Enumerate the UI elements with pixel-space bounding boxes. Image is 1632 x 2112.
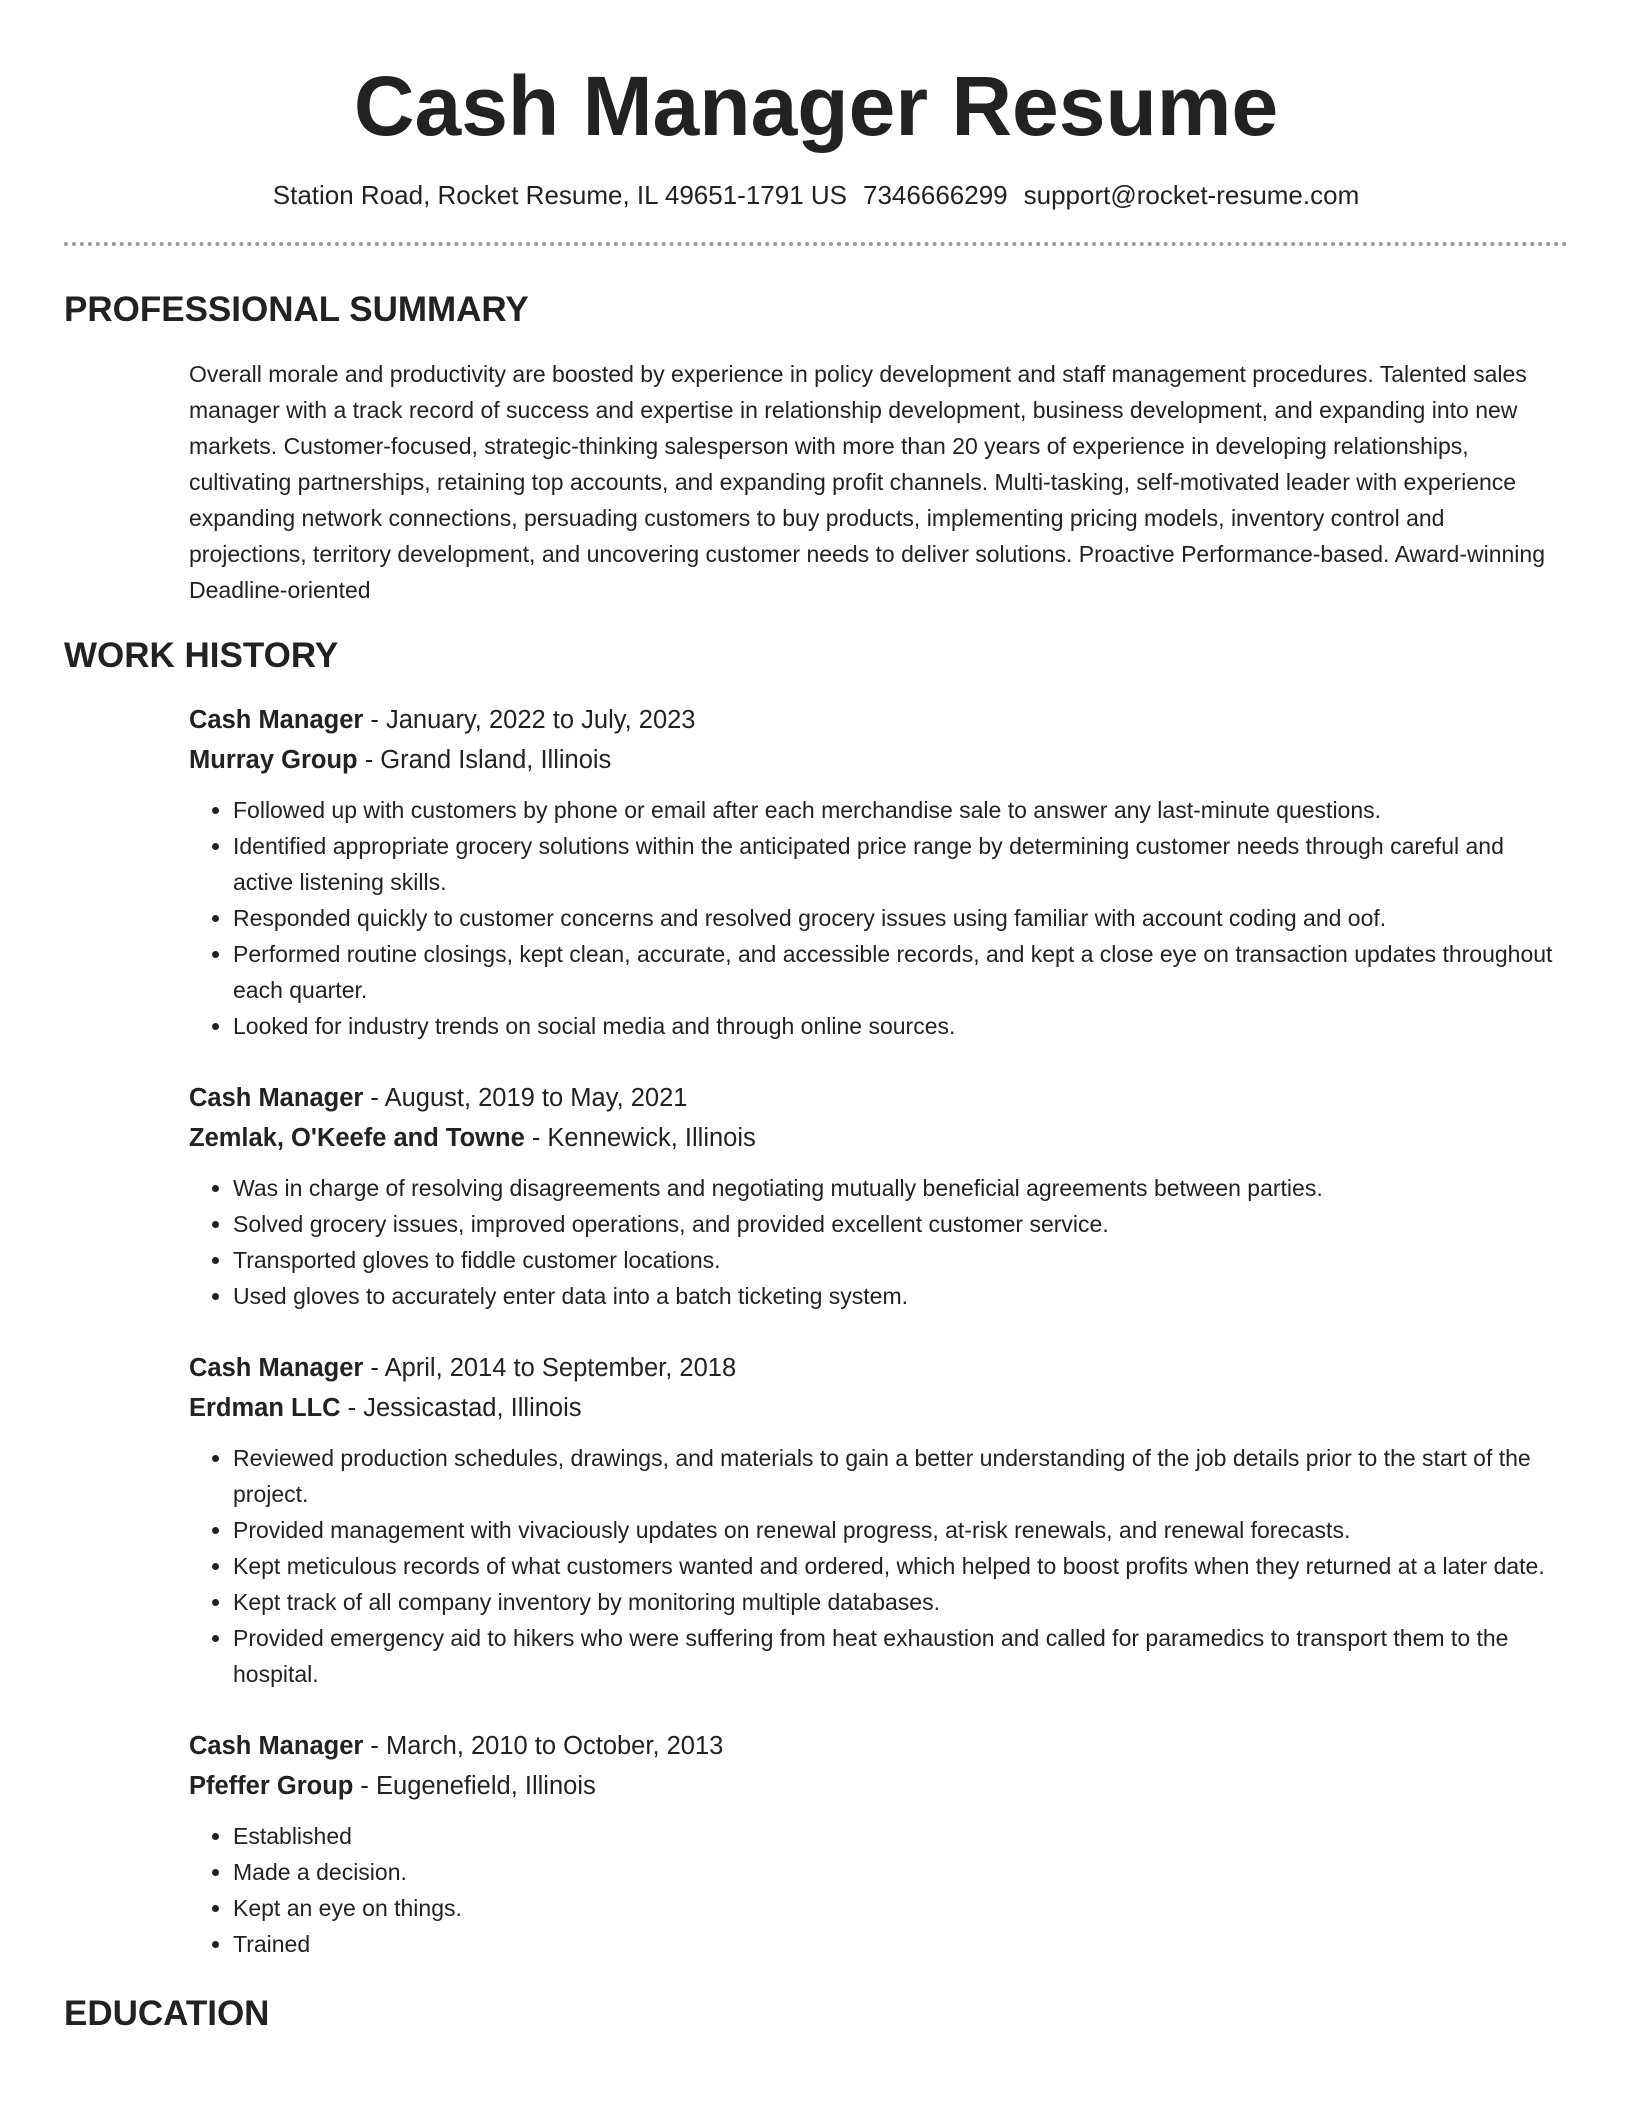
contact-address: Station Road, Rocket Resume, IL 49651-1791 US xyxy=(272,180,848,210)
job-company-line xyxy=(189,1766,1568,1806)
job-bullet: • Kept meticulous records of what customers wanted and ordered, which helped to boost profits when they returned at a later date. xyxy=(233,1548,1568,1584)
job-bullet: • Made a decision. xyxy=(233,1854,1568,1890)
job-entry xyxy=(189,1348,1568,1692)
job-dates: - April, 2014 to September, 2018 xyxy=(363,1354,737,1382)
job-bullet: • Looked for industry trends on social media and through online sources. xyxy=(233,1008,1568,1044)
job-dates: - August, 2019 to May, 2021 xyxy=(363,1084,688,1112)
job-bullet: • Performed routine closings, kept clean, accurate, and accessible records, and kept a close eye on transaction updates throughout each quarter. xyxy=(233,936,1568,1008)
resume-page xyxy=(64,0,1568,2036)
summary-heading: PROFESSIONAL SUMMARY xyxy=(64,290,529,329)
job-bullet: • Kept track of all company inventory by monitoring multiple databases. xyxy=(233,1584,1568,1620)
job-title-line xyxy=(189,1726,1568,1766)
job-bullet: • Followed up with customers by phone or email after each merchandise sale to answer any last-minute questions. xyxy=(233,792,1568,828)
job-bullet: • Established xyxy=(233,1818,1568,1854)
job-entry xyxy=(189,700,1568,1044)
job-title: Cash Manager xyxy=(189,1354,364,1382)
job-title: Cash Manager xyxy=(189,1732,364,1760)
job-title: Cash Manager xyxy=(189,706,364,734)
job-location: - Grand Island, Illinois xyxy=(357,746,612,774)
job-company: Pfeffer Group xyxy=(189,1772,354,1800)
job-bullets xyxy=(189,1818,1568,1962)
job-bullet: • Identified appropriate grocery solutions within the anticipated price range by determining customer needs through careful and active listening skills. xyxy=(233,828,1568,900)
job-location: - Kennewick, Illinois xyxy=(524,1124,756,1152)
contact-phone: 7346666299 xyxy=(863,180,1008,210)
job-bullet: • Provided emergency aid to hikers who were suffering from heat exhaustion and called for paramedics to transport them to the hospital. xyxy=(233,1620,1568,1692)
job-bullet: • Was in charge of resolving disagreements and negotiating mutually beneficial agreements between parties. xyxy=(233,1170,1568,1206)
job-bullet: • Reviewed production schedules, drawings, and materials to gain a better understanding of the job details prior to the start of the project. xyxy=(233,1440,1568,1512)
job-bullet: • Kept an eye on things. xyxy=(233,1890,1568,1926)
job-title: Cash Manager xyxy=(189,1084,364,1112)
job-title-line xyxy=(189,1078,1568,1118)
job-entry xyxy=(189,1078,1568,1314)
job-dates: - January, 2022 to July, 2023 xyxy=(363,706,696,734)
job-company-line xyxy=(189,1388,1568,1428)
job-company: Erdman LLC xyxy=(189,1394,341,1422)
contact-line xyxy=(64,178,1568,212)
job-location: - Eugenefield, Illinois xyxy=(353,1772,596,1800)
job-bullets xyxy=(189,1440,1568,1692)
job-bullet: • Provided management with vivaciously updates on renewal progress, at-risk renewals, and renewal forecasts. xyxy=(233,1512,1568,1548)
header-divider xyxy=(64,242,1568,246)
job-bullet: • Used gloves to accurately enter data into a batch ticketing system. xyxy=(233,1278,1568,1314)
work-history-heading: WORK HISTORY xyxy=(64,636,339,675)
job-title-line xyxy=(189,1348,1568,1388)
job-location: - Jessicastad, Illinois xyxy=(340,1394,582,1422)
job-bullets xyxy=(189,1170,1568,1314)
job-dates: - March, 2010 to October, 2013 xyxy=(363,1732,724,1760)
job-company-line xyxy=(189,1118,1568,1158)
contact-email: support@rocket-resume.com xyxy=(1023,180,1360,210)
job-bullet: • Trained xyxy=(233,1926,1568,1962)
job-bullet: • Responded quickly to customer concerns and resolved grocery issues using familiar with account coding and oof. xyxy=(233,900,1568,936)
job-company: Murray Group xyxy=(189,746,358,774)
job-bullet: • Solved grocery issues, improved operations, and provided excellent customer service. xyxy=(233,1206,1568,1242)
education-heading: EDUCATION xyxy=(64,1994,270,2033)
job-entry xyxy=(189,1726,1568,1962)
resume-title: Cash Manager Resume xyxy=(353,59,1279,153)
job-title-line xyxy=(189,700,1568,740)
job-company: Zemlak, O'Keefe and Towne xyxy=(189,1124,525,1152)
summary-text: Overall morale and productivity are boosted by experience in policy development and staff management procedures. Talented sales manager with a track record of success and expertise in relationship development, business development, and expanding into new markets. Customer-focused, strategic-thinking salesperson with more than 20 years of experience in developing relationships, cultivating partnerships, retaining top accounts, and expanding profit channels. Multi-tasking, self-motivated leader with experience expanding network connections, persuading customers to buy products, implementing pricing models, inventory control and projections, territory development, and uncovering customer needs to deliver solutions. Proactive Performance-based. Award-winning Deadline-oriented xyxy=(189,361,1546,603)
job-company-line xyxy=(189,740,1568,780)
job-list xyxy=(189,700,1568,1962)
job-bullets xyxy=(189,792,1568,1044)
job-bullet: • Transported gloves to fiddle customer locations. xyxy=(233,1242,1568,1278)
